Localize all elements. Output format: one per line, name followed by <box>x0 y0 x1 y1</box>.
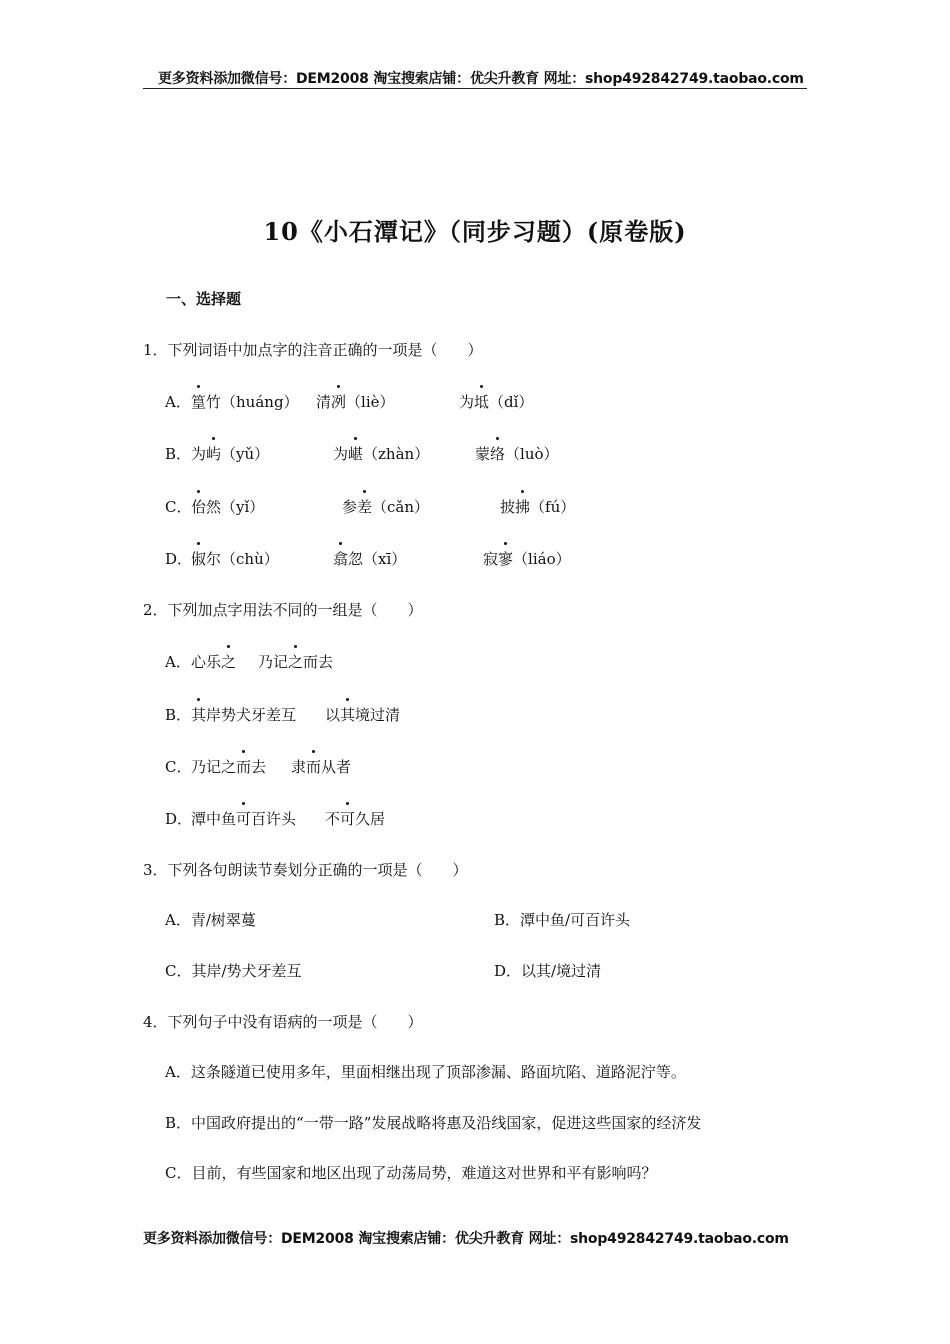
question-1-option-d: D． 俶尔（chù） 翕忽（xī） 寂寥（liáo） <box>165 550 571 568</box>
option-d-word-3: 寂寥（liáo） <box>483 550 571 568</box>
option-b-word-1: 为屿（yǔ） <box>191 445 270 463</box>
question-2-option-c: C． 乃记之而去 隶而从者 <box>165 758 352 776</box>
option-a-phrase-2: 乃记之而去 <box>258 653 334 671</box>
option-a-word-2: 清冽（liè） <box>316 393 395 411</box>
option-d-word-2: 翕忽（xī） <box>333 550 407 568</box>
option-c-phrase-1: 乃记之而去 <box>191 758 267 776</box>
question-3-option-a: A．青/树翠蔓 <box>165 911 256 929</box>
option-c-word-2: 参差（cǎn） <box>342 498 430 516</box>
header-divider <box>143 88 807 89</box>
section-heading: 一、选择题 <box>166 290 242 308</box>
option-c-phrase-2: 隶而从者 <box>291 758 352 776</box>
question-1-option-a: A． 篁竹（huáng） 清冽（liè） 为坻（dǐ） <box>165 393 534 411</box>
question-1-option-c: C． 佁然（yǐ） 参差（cǎn） 披拂（fú） <box>165 498 576 516</box>
option-b-phrase-2: 以其境过清 <box>325 706 401 724</box>
question-4-option-a: A．这条隧道已使用多年，里面相继出现了顶部渗漏、路面坑陷、道路泥泞等。 <box>165 1063 686 1081</box>
question-4-option-c: C．目前，有些国家和地区出现了动荡局势，难道这对世界和平有影响吗？ <box>165 1164 657 1182</box>
option-c-word-3: 披拂（fú） <box>500 498 576 516</box>
option-c-word-1: 佁然（yǐ） <box>191 498 265 516</box>
page-footer: 更多资料添加微信号：DEM2008 淘宝搜索店铺：优尖升教育 网址：shop492842749.taobao.com <box>143 1231 789 1247</box>
option-a-word-3: 为坻（dǐ） <box>459 393 534 411</box>
page-title: 10《小石潭记》（同步习题）(原卷版) <box>263 217 687 246</box>
question-4-option-b: B．中国政府提出的“一带一路”发展战略将惠及沿线国家，促进这些国家的经济发 <box>165 1114 702 1132</box>
question-2-option-a: A． 心乐之 乃记之而去 <box>165 653 334 671</box>
question-4-stem: 4．下列句子中没有语病的一项是（ ） <box>143 1013 423 1031</box>
option-b-phrase-1: 其岸势犬牙差互 <box>191 706 297 724</box>
option-a-word-1: 篁竹（huáng） <box>191 393 299 411</box>
question-3-option-d: D．以其/境过清 <box>494 962 602 980</box>
question-1-option-b: B． 为屿（yǔ） 为嵁（zhàn） 蒙络（luò） <box>165 445 559 463</box>
option-d-phrase-2: 不可久居 <box>325 810 386 828</box>
option-a-phrase-1: 心乐之 <box>191 653 237 671</box>
question-2-option-b: B． 其岸势犬牙差互 以其境过清 <box>165 706 401 724</box>
option-b-word-3: 蒙络（luò） <box>475 445 559 463</box>
option-d-phrase-1: 潭中鱼可百许头 <box>191 810 297 828</box>
question-3-option-c: C．其岸/势犬牙差互 <box>165 962 302 980</box>
question-1-stem: 1．下列词语中加点字的注音正确的一项是（ ） <box>143 341 483 359</box>
option-b-word-2: 为嵁（zhàn） <box>333 445 430 463</box>
question-2-stem: 2．下列加点字用法不同的一组是（ ） <box>143 601 423 619</box>
question-3-stem: 3．下列各句朗读节奏划分正确的一项是（ ） <box>143 861 468 879</box>
option-d-word-1: 俶尔（chù） <box>191 550 279 568</box>
question-3-option-b: B．潭中鱼/可百许头 <box>494 911 631 929</box>
page-header: 更多资料添加微信号：DEM2008 淘宝搜索店铺：优尖升教育 网址：shop492842749.taobao.com <box>158 71 804 87</box>
question-2-option-d: D． 潭中鱼可百许头 不可久居 <box>165 810 386 828</box>
